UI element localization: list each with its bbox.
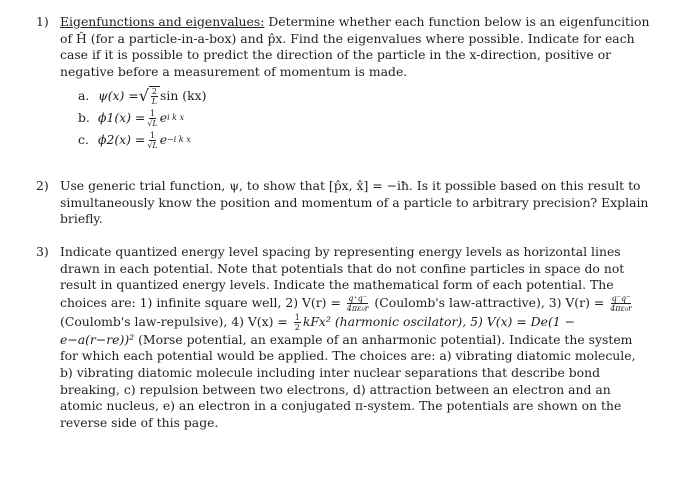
question-3: 3) Indicate quantized energy level spacing by representing energy levels as horizontal lines drawn in each potential. Note that potentials that do not confine particles in space do not result in quantized energy levels. Indicate the mathematical form of each potential. The choices are: 1) infinite square well, 2) V(r) = $\frac{q^+q^-}{\text{4πε₀r}}$ (Coulomb's law-attractive), 3) V(r) = $\frac{q^-q^-}{\text{4πε₀r}}$ (Coulomb's law-repulsive), 4) V(x) = $\frac{1}{2}$ kFx² (harmonic oscilator), 5) V(x) = De(1 − e−a(r−re))² (Morse potential, an example of an anharmonic potential). Indicate the system for which each potential would be applied. The choices are: a) vibrating diatomic molecule, b) vibrating diatomic molecule including inter nuclear separations that describe bond breaking, c) repulsion between two electrons, d) attraction between an electron and an atomic nucleus, e) an electron in a conjugated π-system. The potentials are shown on the reverse side of this page. <box>36 244 636 430</box>
function-list <box>78 85 650 151</box>
function-item-a: a. ψ(x) = √ $\frac{2}{L}$ sin (kx) <box>78 86 207 107</box>
question-1-title: Eigenfunctions and eigenvalues: <box>60 14 265 29</box>
normalization-fraction: $\frac{1}{√L}$ <box>147 108 158 128</box>
question-2 <box>36 178 650 228</box>
function-item-c: c. ϕ2(x) = $\frac{1}{√L}$ e −i k x <box>78 130 191 150</box>
question-1-number: 1) <box>36 14 49 29</box>
normalization-fraction: $\frac{1}{√L}$ <box>147 130 158 150</box>
function-item-b: b. ϕ1(x) = $\frac{1}{√L}$ e i k x <box>78 108 185 128</box>
coulomb-repulsive-fraction: $\frac{q^-q^-}{\text{4πε₀r}}$ <box>610 293 632 313</box>
sqrt-fraction: √ $\frac{2}{L}$ <box>139 86 160 106</box>
coulomb-attractive-fraction: $\frac{q^+q^-}{\text{4πε₀r}}$ <box>346 293 369 313</box>
half-fraction: $\frac{1}{2}$ <box>294 312 300 332</box>
morse-expression: De(1 − e−a(r−re))² <box>60 313 575 347</box>
question-3-number: 3) <box>36 244 49 259</box>
question-1-text: Determine whether each function below is an eigenfuncition of Ĥ (for a particle-in-a-box) and p̂x. Find the eigenvalues where possible. Indicate for each case if it is possible to predict the direction of the particle in the x-direction, positive or negative before a measurement of momentum is made. <box>60 14 650 79</box>
question-1 <box>36 14 650 151</box>
question-2-number: 2) <box>36 178 49 193</box>
question-2-text: Use generic trial function, ψ, to show that [p̂x, x̂] = −iħ. Is it possible based on this result to simultaneously know the position and momentum of a particle to arbitrary precision? Explain briefly. <box>60 178 649 227</box>
